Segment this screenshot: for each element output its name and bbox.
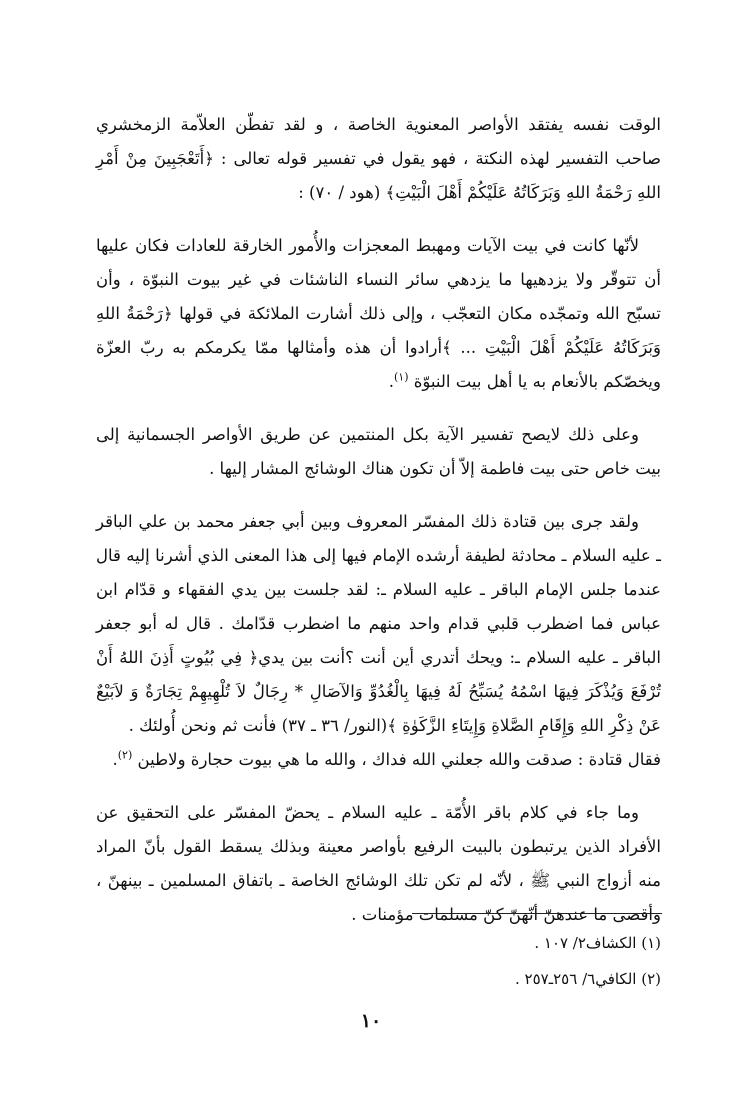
paragraph-1 [96, 108, 661, 210]
paragraph-2-quote: لأنّها كانت في بيت الآيات ومهبط المعجزات والأُمور الخارقة للعادات فكان عليها أن تتوقّر ولا يزدهيها ما يزدهي سائر النساء الناشئات في غير بيوت النبوّة ، وأن تسبّح الله وتمجّده مكان التعجّب ، وإلى ذلك أشارت الملائكة في قولها ﴿رَحْمَةُ اللهِ وَبَرَكَاتُهُ عَلَيْكُمْ أَهْلَ الْبَيْتِ ... ﴾أرادوا أن هذه وأمثالها ممّا يكرمكم به ربّ العزّة ويخصّكم بالأنعام به يا أهل بيت النبوّة $^{(١)}$. [96, 236, 661, 391]
paragraph-4-qatada-reply: فقال قتادة : صدقت والله جعلني الله فداك ، والله ما هي بيوت حجارة ولاطين [137, 750, 661, 769]
footnote-ref-2[interactable]: (٢) [117, 748, 133, 762]
paragraph-4-text: ولقد جرى بين قتادة ذلك المفسّر المعروف وبين أبي جعفر محمد بن علي الباقر ـ عليه السلام ـ محادثة لطيفة أرشده الإمام فيها إلى هذا المعنى الذي أشرنا إليه قال عندما جلس الإمام الباقر ـ عليه السلام ـ: لقد جلست بين يدي الفقهاء و قدّام ابن عباس فما اضطرب قلبي قدام واحد منهم ما اضطرب قدّامك . قال له أبو جعفر الباقر ـ عليه السلام ـ: ويحك أتدري أين أنت ؟أنت بين يدي﴿ فِي بُيُوتٍ أَذِنَ اللهُ أَنْ تُرْفَعَ وَيُذْكَرَ فِيهَا اسْمُهُ يُسَبِّحُ لَهُ فِيهَا بِالْغُدُوِّ وَالآصَالِ * رِجَالٌ لاَ تُلْهِيهِمْ تِجَارَةٌ وَ لاَبَيْعٌ عَنْ ذِكْرِ اللهِ وَإِقَامِ الصَّلاةِ وَإِيتَاءِ الزَّكَوٰةِ ﴾(النور/ ٣٦ ـ ٣٧) فأنت ثم ونحن أُولئك . [96, 512, 661, 735]
paragraph-2-text: لأنّها كانت في بيت الآيات ومهبط المعجزات والأُمور الخارقة للعادات فكان عليها أن تتوقّر ولا يزدهيها ما يزدهي سائر النساء الناشئات في غير بيوت النبوّة ، وأن تسبّح الله وتمجّده مكان التعجّب ، وإلى ذلك أشارت الملائكة في قولها ﴿رَحْمَةُ اللهِ وَبَرَكَاتُهُ عَلَيْكُمْ أَهْلَ الْبَيْتِ ... ﴾أرادوا أن هذه وأمثالها ممّا يكرمكم به ربّ العزّة ويخصّكم بالأنعام به يا أهل بيت النبوّة [96, 236, 661, 391]
paragraph-3-text: وعلى ذلك لايصح تفسير الآية بكل المنتمين عن طريق الأواصر الجسمانية إلى بيت خاص حتى بيت فاطمة إلاّ أن تكون هناك الوشائج المشار إليها . [96, 425, 661, 478]
paragraph-3 [96, 418, 661, 486]
footnote-2: (٢) الكافي٦/ ٢٥٦ـ٢٥٧ . [515, 970, 661, 988]
page-number: ١٠ [360, 1010, 382, 1032]
paragraph-4-narration: ولقد جرى بين قتادة ذلك المفسّر المعروف وبين أبي جعفر محمد بن علي الباقر ـ عليه السلام ـ محادثة لطيفة أرشده الإمام فيها إلى هذا المعنى الذي أشرنا إليه قال عندما جلس الإمام الباقر ـ عليه السلام ـ: لقد جلست بين يدي الفقهاء و قدّام ابن عباس فما اضطرب قلبي قدام واحد منهم ما اضطرب قدّامك . قال له أبو جعفر الباقر ـ عليه السلام ـ: ويحك أتدري أين أنت ؟أنت بين يدي﴿ فِي بُيُوتٍ أَذِنَ اللهُ أَنْ تُرْفَعَ وَيُذْكَرَ فِيهَا اسْمُهُ يُسَبِّحُ لَهُ فِيهَا بِالْغُدُوِّ وَالآصَالِ * رِجَالٌ لاَ تُلْهِيهِمْ تِجَارَةٌ وَ لاَبَيْعٌ عَنْ ذِكْرِ اللهِ وَإِقَامِ الصَّلاةِ وَإِيتَاءِ الزَّكَوٰةِ ﴾(النور/ ٣٦ ـ ٣٧) فأنت ثم ونحن أُولئك . فقال قتادة : صدقت والله جعلني الله فداك ، والله ما هي بيوت حجارة ولاطين $^{(٢)}$. [96, 512, 661, 769]
footnote-ref-1[interactable]: (١) [393, 370, 409, 384]
footnote-1: (١) الكشاف٢/ ١٠٧ . [534, 934, 661, 952]
paragraph-1-text: الوقت نفسه يفتقد الأواصر المعنوية الخاصة ، و لقد تفطّن العلاّمة الزمخشري صاحب التفسير لهذه النكتة ، فهو يقول في تفسير قوله تعالى : ﴿أَتَعْجَبِينَ مِنْ أَمْرِ اللهِ رَحْمَةُ اللهِ وَبَرَكَاتُهُ عَلَيْكُمْ أَهْلَ الْبَيْتِ﴾ (هود / ٧٠) : [96, 115, 661, 202]
paragraph-5 [96, 796, 661, 932]
main-text [96, 108, 661, 951]
footnote-separator [412, 913, 662, 914]
paragraph-5-text: وما جاء في كلام باقر الأُمّة ـ عليه السلام ـ يحضّ المفسّر على التحقيق عن الأفراد الذين يرتبطون بالبيت الرفيع بأواصر معينة وبذلك يسقط القول بأنّ المراد منه أزواج النبي ﷺ ، لأنّه لم تكن تلك الوشائج الخاصة ـ باتفاق المسلمين ـ بينهنّ ، وأقصى ما عندهنّ أنّهنّ كنّ مسلمات مؤمنات . [96, 803, 661, 924]
footnotes [96, 928, 661, 1000]
